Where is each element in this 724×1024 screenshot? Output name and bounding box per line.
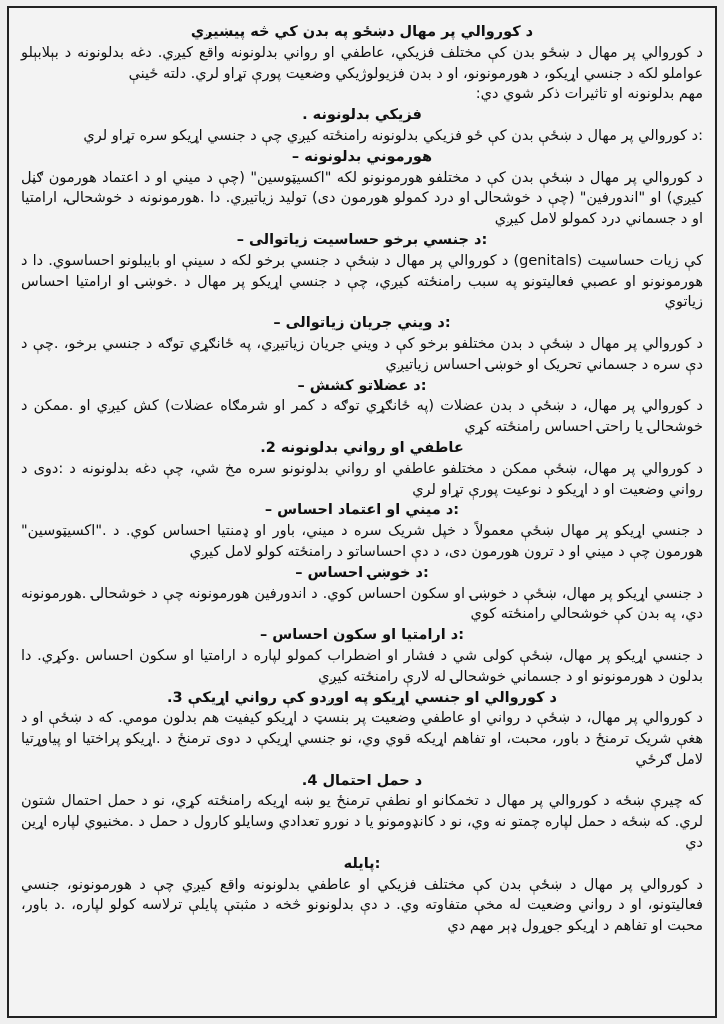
subheading-sensitivity: :د جنسي برخو حساسيت زياتوالی – bbox=[236, 231, 488, 248]
paragraph-relations: د کوروالي پر مهال، د ښځې د رواني او عاطفي وضعيت پر بنسټ د اړيکو کيفيت هم بدلون مومي. که د ښځې او د هغې شريک ترمنځ د باور، محبت، او تفاهم اړيکه قوي وي، نو جنسي اړيکې د دوی ترمنځ د .اړيکو پراختيا او پياوړتيا لامل ګرځي bbox=[21, 710, 703, 768]
section-heading-relations: د کوروالي او جنسي اړيکو په اوږدو کې رواني اړيکې 3. bbox=[167, 689, 557, 706]
conclusion-paragraph: د کوروالي پر مهال د ښځې بدن کې مختلف فزيکي او عاطفي بدلونونه واقع کيږي چې د هورمونونو، جنسي فعاليتونو، او د رواني وضعيت له مخې متفاوته وي. د دې بدلونونو څخه د مثبتې پايلې ترلاسه کولو لپاره، .د باور، محبت او تفاهم د اړيکو جوړول ډېر مهم دي bbox=[21, 876, 703, 935]
section-heading-physical: فزيکي بدلونونه . bbox=[302, 107, 422, 124]
subheading-calm: :د ارامتيا او سکون احساس – bbox=[259, 627, 465, 644]
paragraph-calm: د جنسي اړيکو پر مهال، ښځې کولی شي د فشار او اضطراب کمولو لپاره د ارامتيا او سکون احساس .وکړي. دا بدلون د هورمونونو او د جسماني خوشحالۍ له لارې رامنځته کيږي bbox=[21, 647, 703, 685]
article-title: د کوروالي پر مهال دښځو په بدن کي څه پيښيږي bbox=[190, 24, 534, 40]
physical-intro: :د کوروالي پر مهال د ښځې بدن کې ځو فزيکي بدلونونه رامنځته کيږي چې د جنسي اړيکو سره تړاو لري bbox=[83, 127, 703, 144]
section-heading-pregnancy: د حمل احتمال 4. bbox=[301, 772, 423, 789]
paragraph-emotional: د کوروالي پر مهال، ښځې ممکن د مختلفو عاطفي او رواني بدلونونو سره مخ شي، چې دغه بدلونونه د :دوی د رواني وضعيت او د اړيکو د نوعيت پورې تړاو لري bbox=[21, 460, 703, 498]
subheading-joy: :د خوښۍ احساس – bbox=[295, 564, 429, 581]
subheading-hormonal: هورموني بدلونونه – bbox=[291, 148, 433, 165]
paragraph-sensitivity: کې زيات حساسيت (genitals) د کوروالي پر مهال د ښځې د جنسي برخو لکه د سينې او بايبلونو احساسوي. دا د هورمونونو او عصبي فعاليتونو په سبب رامنځته کيږي، چې د جنسي اړيکو پر مهال د .خوښۍ او ارامتيا احساس زياتوي bbox=[21, 252, 703, 311]
section-heading-emotional: عاطفي او رواني بدلونونه 2. bbox=[260, 439, 464, 456]
intro-paragraph: د کوروالي پر مهال د ښځو بدن کې مختلف فزيکي، عاطفي او رواني بدلونونه واقع کيږي. دغه بدلونونه د بېلابېلو عواملو لکه د جنسي اړيکو، د هورمونونو، او د بدن فزيولوژيکي وضعيت پورې تړاو لري. دلته ځينې bbox=[21, 44, 703, 82]
paragraph-love-trust: د جنسي اړيکو پر مهال ښځې معمولاً د خپل شريک سره د ميني، باور او ډمنتيا احساس کوي. د ."اکسيټوسين" هورمون چې د ميني او د ترون هورمون دی، د دې احساساتو د رامنځته کولو لامل کيږي bbox=[21, 523, 703, 560]
paragraph-muscle: د کوروالي پر مهال، د ښځې د بدن عضلات (په ځانګړي توګه د کمر او شرمګاه عضلات) کش کيږي او .ممکن د خوشحالۍ يا راحتۍ احساس رامنځته کړي bbox=[21, 398, 703, 436]
subheading-love-trust: :د ميني او اعتماد احساس – bbox=[264, 502, 460, 519]
paragraph-pregnancy: که چيرې ښځه د کوروالي پر مهال د تخمکانو او نطفې ترمنځ يو ښه اړيکه رامنځته کړي، نو د حمل احتمال شتون لري. که ښځه د حمل لپاره چمتو نه وي، نو د کانډومونو يا د نورو تعدادي وسايلو کارول د حمل د .مخنيوي لپاره اړين دي bbox=[21, 793, 703, 852]
paragraph-blood-flow: د کوروالي پر مهال د ښځې د بدن مختلفو برخو کې د ويني جريان زياتيږي، په ځانګړي توګه د جنسي برخو، .چې د دې سره د جسماني تحريک او خوښۍ احساس زياتيږي bbox=[21, 335, 703, 373]
subheading-blood-flow: :د ويني جريان زياتوالی – bbox=[273, 315, 451, 332]
paragraph-joy: د جنسي اړيکو پر مهال، ښځې د خوښۍ او سکون احساس کوي. د اندورفين هورمونونه چې د خوشحالۍ .هورمونونه دي، په بدن کې خوشحالي رامنځته کوي bbox=[21, 585, 703, 623]
intro-paragraph-end: مهم بدلونونه او تاثيرات ذکر شوي دي: bbox=[475, 86, 703, 103]
subheading-muscle: :د عضلاتو کشش – bbox=[297, 377, 427, 394]
conclusion-heading: :پايله bbox=[343, 855, 381, 872]
article-frame bbox=[7, 6, 717, 1018]
paragraph-hormonal: د کوروالي پر مهال د ښځې بدن کې د مختلفو هورمونونو لکه "اکسيټوسين" (چې د ميني او د اعتماد هورمون ګڼل کيږي) او "اندورفين" (چې د خوشحالۍ او درد کمولو هورمون دی) توليد زياتيږي. دا .هورمونونه د خوشحالۍ، ارامتيا او د جسماني درد کمولو لامل کيږي bbox=[21, 169, 703, 228]
